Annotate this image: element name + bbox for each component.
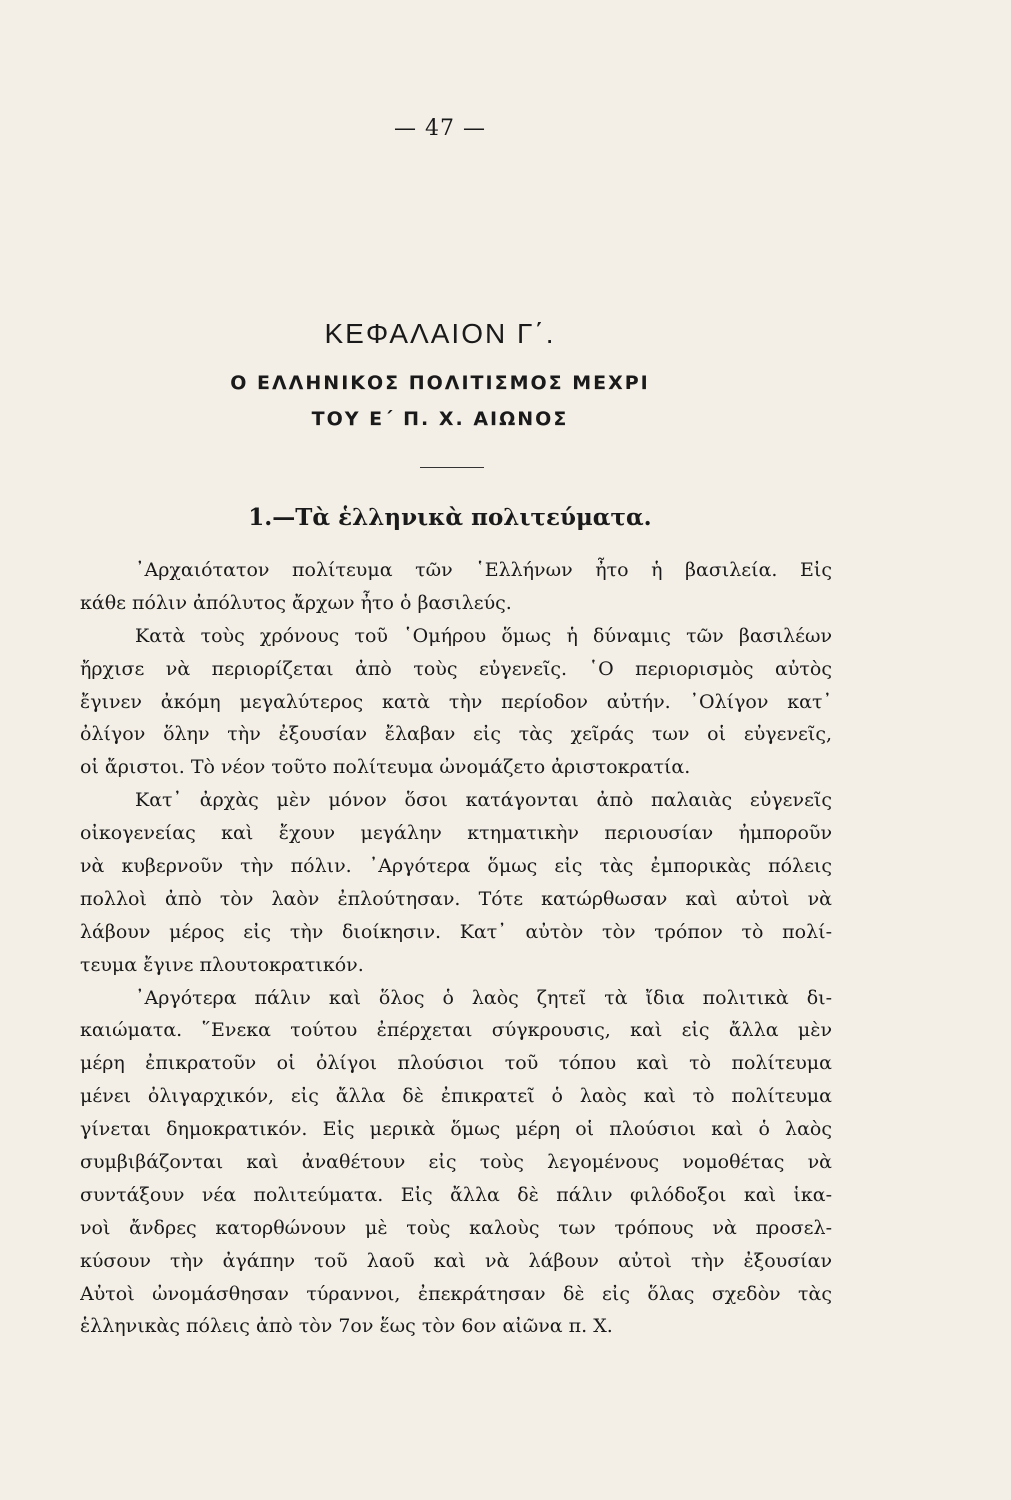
text-line: ᾿Αρχαιότατον πολίτευμα τῶν ῾Ελλήνων ἦτο ἡ βασιλεία. Εἰς (135, 559, 832, 581)
text-line: Κατὰ τοὺς χρόνους τοῦ ῾Ομήρου ὅμως ἡ δύναμις τῶν βασιλέων (135, 624, 832, 647)
text-line: νοὶ ἄνδρες κατορθώνουν μὲ τοὺς καλοὺς των τρόπους νὰ προσελ- (80, 1216, 832, 1239)
text-line: γίνεται δημοκρατικόν. Εἰς μερικὰ ὅμως μέρη οἱ πλούσιοι καὶ ὁ λαὸς (80, 1118, 832, 1141)
text-line: συντάξουν νέα πολιτεύματα. Εἰς ἄλλα δὲ πάλιν φιλόδοξοι καὶ ἱκα- (80, 1183, 832, 1206)
text-line: πολλοὶ ἀπὸ τὸν λαὸν ἐπλούτησαν. Τότε κατώρθωσαν καὶ αὐτοὶ νὰ (80, 887, 832, 910)
text-line: ᾿Αργότερα πάλιν καὶ ὅλος ὁ λαὸς ζητεῖ τὰ ἴδια πολιτικὰ δι- (135, 986, 832, 1009)
chapter-title: ΚΕΦΑΛΑΙΟΝ Γ΄. (324, 318, 556, 349)
text-line: μένει ὀλιγαρχικόν, εἰς ἄλλα δὲ ἐπικρατεῖ ὁ λαὸς καὶ τὸ πολίτευμα (80, 1085, 832, 1108)
text-line: ἔγινεν ἀκόμη μεγαλύτερος κατὰ τὴν περίοδον αὐτήν. ᾿Ολίγον κατ᾿ (80, 690, 832, 713)
text-line: οἱ ἄριστοι. Τὸ νέον τοῦτο πολίτευμα ὠνομάζετο ἀριστοκρατία. (80, 756, 691, 779)
text-line: συμβιβάζονται καὶ ἀναθέτουν εἰς τοὺς λεγομένους νομοθέτας νὰ (80, 1151, 832, 1174)
page-number: — 47 — (394, 116, 486, 141)
text-line: μέρη ἐπικρατοῦν οἱ ὀλίγοι πλούσιοι τοῦ τόπου καὶ τὸ πολίτευμα (80, 1052, 832, 1075)
chapter-subtitle-line-2: ΤΟΥ Ε΄ Π. Χ. ΑΙΩΝΟΣ (311, 408, 569, 430)
section-heading: 1.—Τὰ ἑλληνικὰ πολιτεύματα. (248, 504, 652, 531)
chapter-subtitle-line-1: Ο ΕΛΛΗΝΙΚΟΣ ΠΟΛΙΤΙΣΜΟΣ ΜΕΧΡΙ (230, 372, 650, 394)
text-line: ὀλίγον ὅλην τὴν ἐξουσίαν ἔλαβαν εἰς τὰς χεῖράς των οἱ εὐγενεῖς, (80, 723, 832, 746)
text-line: καιώματα. ῞Ενεκα τούτου ἐπέρχεται σύγκρουσις, καὶ εἰς ἄλλα μὲν (80, 1019, 832, 1042)
text-line: ἑλληνικὰς πόλεις ἀπὸ τὸν 7ον ἕως τὸν 6ον αἰῶνα π. Χ. (80, 1315, 613, 1338)
body-text (80, 554, 832, 1343)
text-line: τευμα ἔγινε πλουτοκρατικόν. (80, 953, 364, 976)
text-line: ἤρχισε νὰ περιορίζεται ἀπὸ τοὺς εὐγενεῖς. ῾Ο περιορισμὸς αὐτὸς (80, 657, 832, 680)
text-line: νὰ κυβερνοῦν τὴν πόλιν. ᾿Αργότερα ὅμως εἰς τὰς ἐμπορικὰς πόλεις (80, 855, 832, 878)
text-line: λάβουν μέρος εἰς τὴν διοίκησιν. Κατ᾿ αὐτὸν τὸν τρόπον τὸ πολί- (80, 920, 832, 943)
text-line: οἰκογενείας καὶ ἔχουν μεγάλην κτηματικὴν περιουσίαν ἠμποροῦν (80, 822, 832, 845)
divider-rule (420, 467, 484, 468)
text-line: κάθε πόλιν ἀπόλυτος ἄρχων ἦτο ὁ βασιλεύς. (80, 591, 512, 614)
text-line: κύσουν τὴν ἀγάπην τοῦ λαοῦ καὶ νὰ λάβουν αὐτοὶ τὴν ἐξουσίαν (80, 1249, 832, 1272)
text-line: Κατ᾿ ἀρχὰς μὲν μόνον ὅσοι κατάγονται ἀπὸ παλαιὰς εὐγενεῖς (135, 789, 832, 812)
text-line: Αὐτοὶ ὠνομάσθησαν τύραννοι, ἐπεκράτησαν δὲ εἰς ὅλας σχεδὸν τὰς (80, 1282, 832, 1305)
